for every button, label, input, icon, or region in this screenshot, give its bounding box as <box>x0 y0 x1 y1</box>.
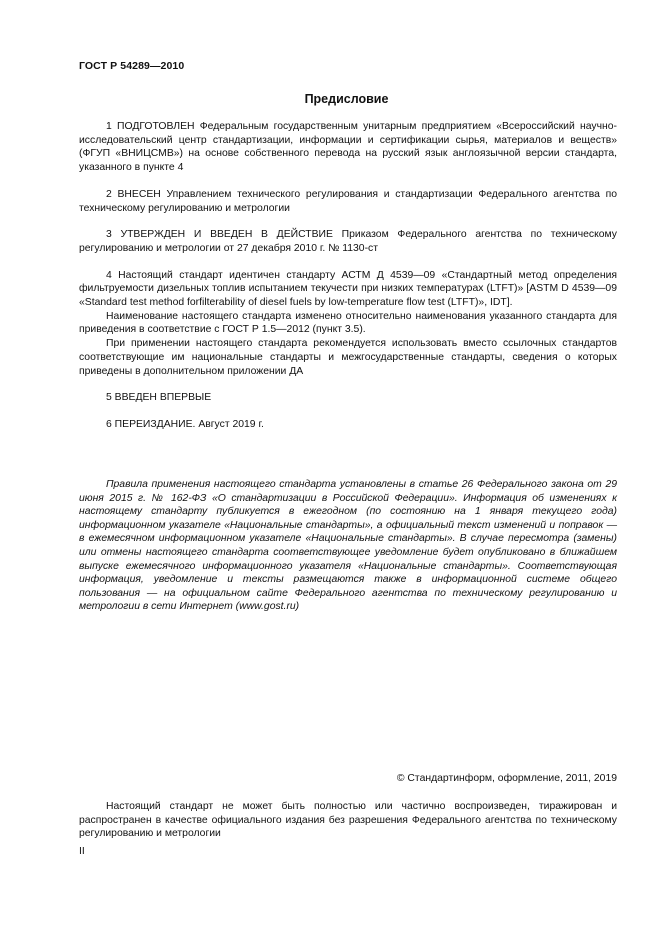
document-code: ГОСТ Р 54289—2010 <box>79 60 185 72</box>
preface-item-3: 3 УТВЕРЖДЕН И ВВЕДЕН В ДЕЙСТВИЕ Приказом Федерального агентства по техническому регулированию и метрологии от 27 декабря 2010 г. № 1130-ст <box>79 229 617 254</box>
preface-item-1: 1 ПОДГОТОВЛЕН Федеральным государственным унитарным предприятием «Всероссийский научно-исследовательский центр стандартизации, информации и сертификации сырья, материалов и веществ» (ФГУП «ВНИЦСМВ») на основе собственного перевода на русский язык англоязычной версии стандарта, указанного в пункте 4 <box>79 121 617 174</box>
preface-item-6: 6 ПЕРЕИЗДАНИЕ. Август 2019 г. <box>106 418 264 430</box>
page-number: II <box>79 846 85 857</box>
preface-item-2: 2 ВНЕСЕН Управлением технического регулирования и стандартизации Федерального агентства по техническому регулированию и метрологии <box>79 188 617 214</box>
preface-item-4-reference-note: При применении настоящего стандарта рекомендуется использовать вместо ссылочных стандартов соответствующие им национальные стандарты и межгосударственные стандарты, сведения о которых приведены в дополнительном приложении ДА <box>79 338 617 377</box>
preface-item-5: 5 ВВЕДЕН ВПЕРВЫЕ <box>106 392 212 404</box>
preface-item-4: 4 Настоящий стандарт идентичен стандарту АСТМ Д 4539—09 «Стандартный метод определения фильтруемости дизельных топлив испытанием текучести при низких температурах (LTFT)» [ASTM D 4539—09 «Standard test method forfilterability of diesel fuels by low-temperature flow test (LTFT)», IDT]. <box>79 269 617 309</box>
application-rules-notice: Правила применения настоящего стандарта установлены в статье 26 Федерального закона от 29 июня 2015 г. № 162-ФЗ «О стандартизации в Российской Федерации». Информация об изменениях к настоящему стандарту публикуется в ежегодном (по состоянию на 1 января текущего года) информационном указателе «Национальные стандарты», а официальный текст изменений и поправок — в ежемесячном информационном указателе «Национальные стандарты». В случае пересмотра (замены) или отмены настоящего стандарта соответствующее уведомление будет опубликовано в ближайшем выпуске ежемесячного информационного указателя «Национальные стандарты». Соответствующая информация, уведомление и тексты размещаются также в информационной системе общего пользования — на официальном сайте Федерального агентства по техническому регулированию и метрологии в сети Интернет (www.gost.ru) <box>79 479 617 613</box>
copyright-line: © Стандартинформ, оформление, 2011, 2019 <box>396 773 617 784</box>
preface-item-4-name-note: Наименование настоящего стандарта изменено относительно наименования указанного стандарта для приведения в соответствие с ГОСТ Р 1.5—2012 (пункт 3.5). <box>79 310 617 336</box>
preface-title: Предисловие <box>304 92 389 106</box>
reproduction-rights: Настоящий стандарт не может быть полностью или частично воспроизведен, тиражирован и распространен в качестве официального издания без разрешения Федерального агентства по техническому регулированию и метрологии <box>79 801 617 840</box>
preface-body <box>79 120 617 432</box>
